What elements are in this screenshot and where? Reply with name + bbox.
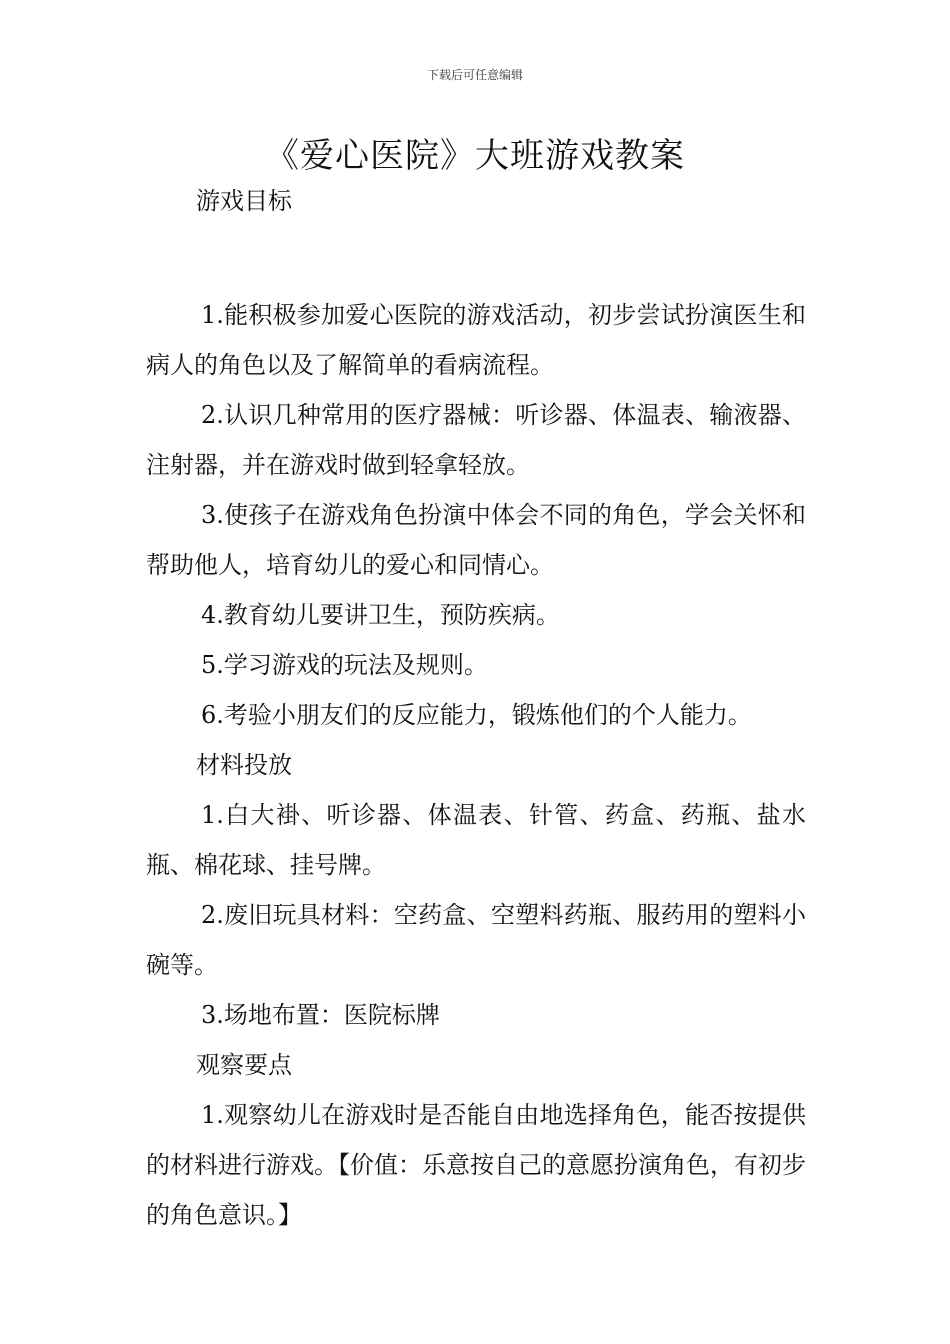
document-body <box>146 176 806 1240</box>
section-heading-observation: 观察要点 <box>196 1051 292 1079</box>
blank-line <box>146 226 806 290</box>
section-heading-goals: 游戏目标 <box>196 187 292 215</box>
material-item: 2.废旧玩具材料：空药盒、空塑料药瓶、服药用的塑料小碗等。 <box>146 901 806 979</box>
header-note: 下载后可任意编辑 <box>426 68 523 82</box>
goal-item: 2.认识几种常用的医疗器械：听诊器、体温表、输液器、注射器，并在游戏时做到轻拿轻放。 <box>146 401 806 479</box>
goal-item: 5.学习游戏的玩法及规则。 <box>201 651 488 679</box>
material-item: 1.白大褂、听诊器、体温表、针管、药盒、药瓶、盐水瓶、棉花球、挂号牌。 <box>146 801 806 879</box>
material-item: 3.场地布置：医院标牌 <box>201 1001 440 1029</box>
goal-item: 1.能积极参加爱心医院的游戏活动，初步尝试扮演医生和病人的角色以及了解简单的看病流程。 <box>146 301 806 379</box>
section-heading-materials: 材料投放 <box>196 751 292 779</box>
goal-item: 4.教育幼儿要讲卫生，预防疾病。 <box>201 601 560 629</box>
goal-item: 6.考验小朋友们的反应能力，锻炼他们的个人能力。 <box>201 701 752 729</box>
observation-item: 1.观察幼儿在游戏时是否能自由地选择角色，能否按提供的材料进行游戏。【价值：乐意按自己的意愿扮演角色，有初步的角色意识。】 <box>146 1101 806 1229</box>
document-title: 《爱心医院》大班游戏教案 <box>265 136 685 176</box>
goal-item: 3.使孩子在游戏角色扮演中体会不同的角色，学会关怀和帮助他人，培育幼儿的爱心和同情心。 <box>146 501 806 579</box>
